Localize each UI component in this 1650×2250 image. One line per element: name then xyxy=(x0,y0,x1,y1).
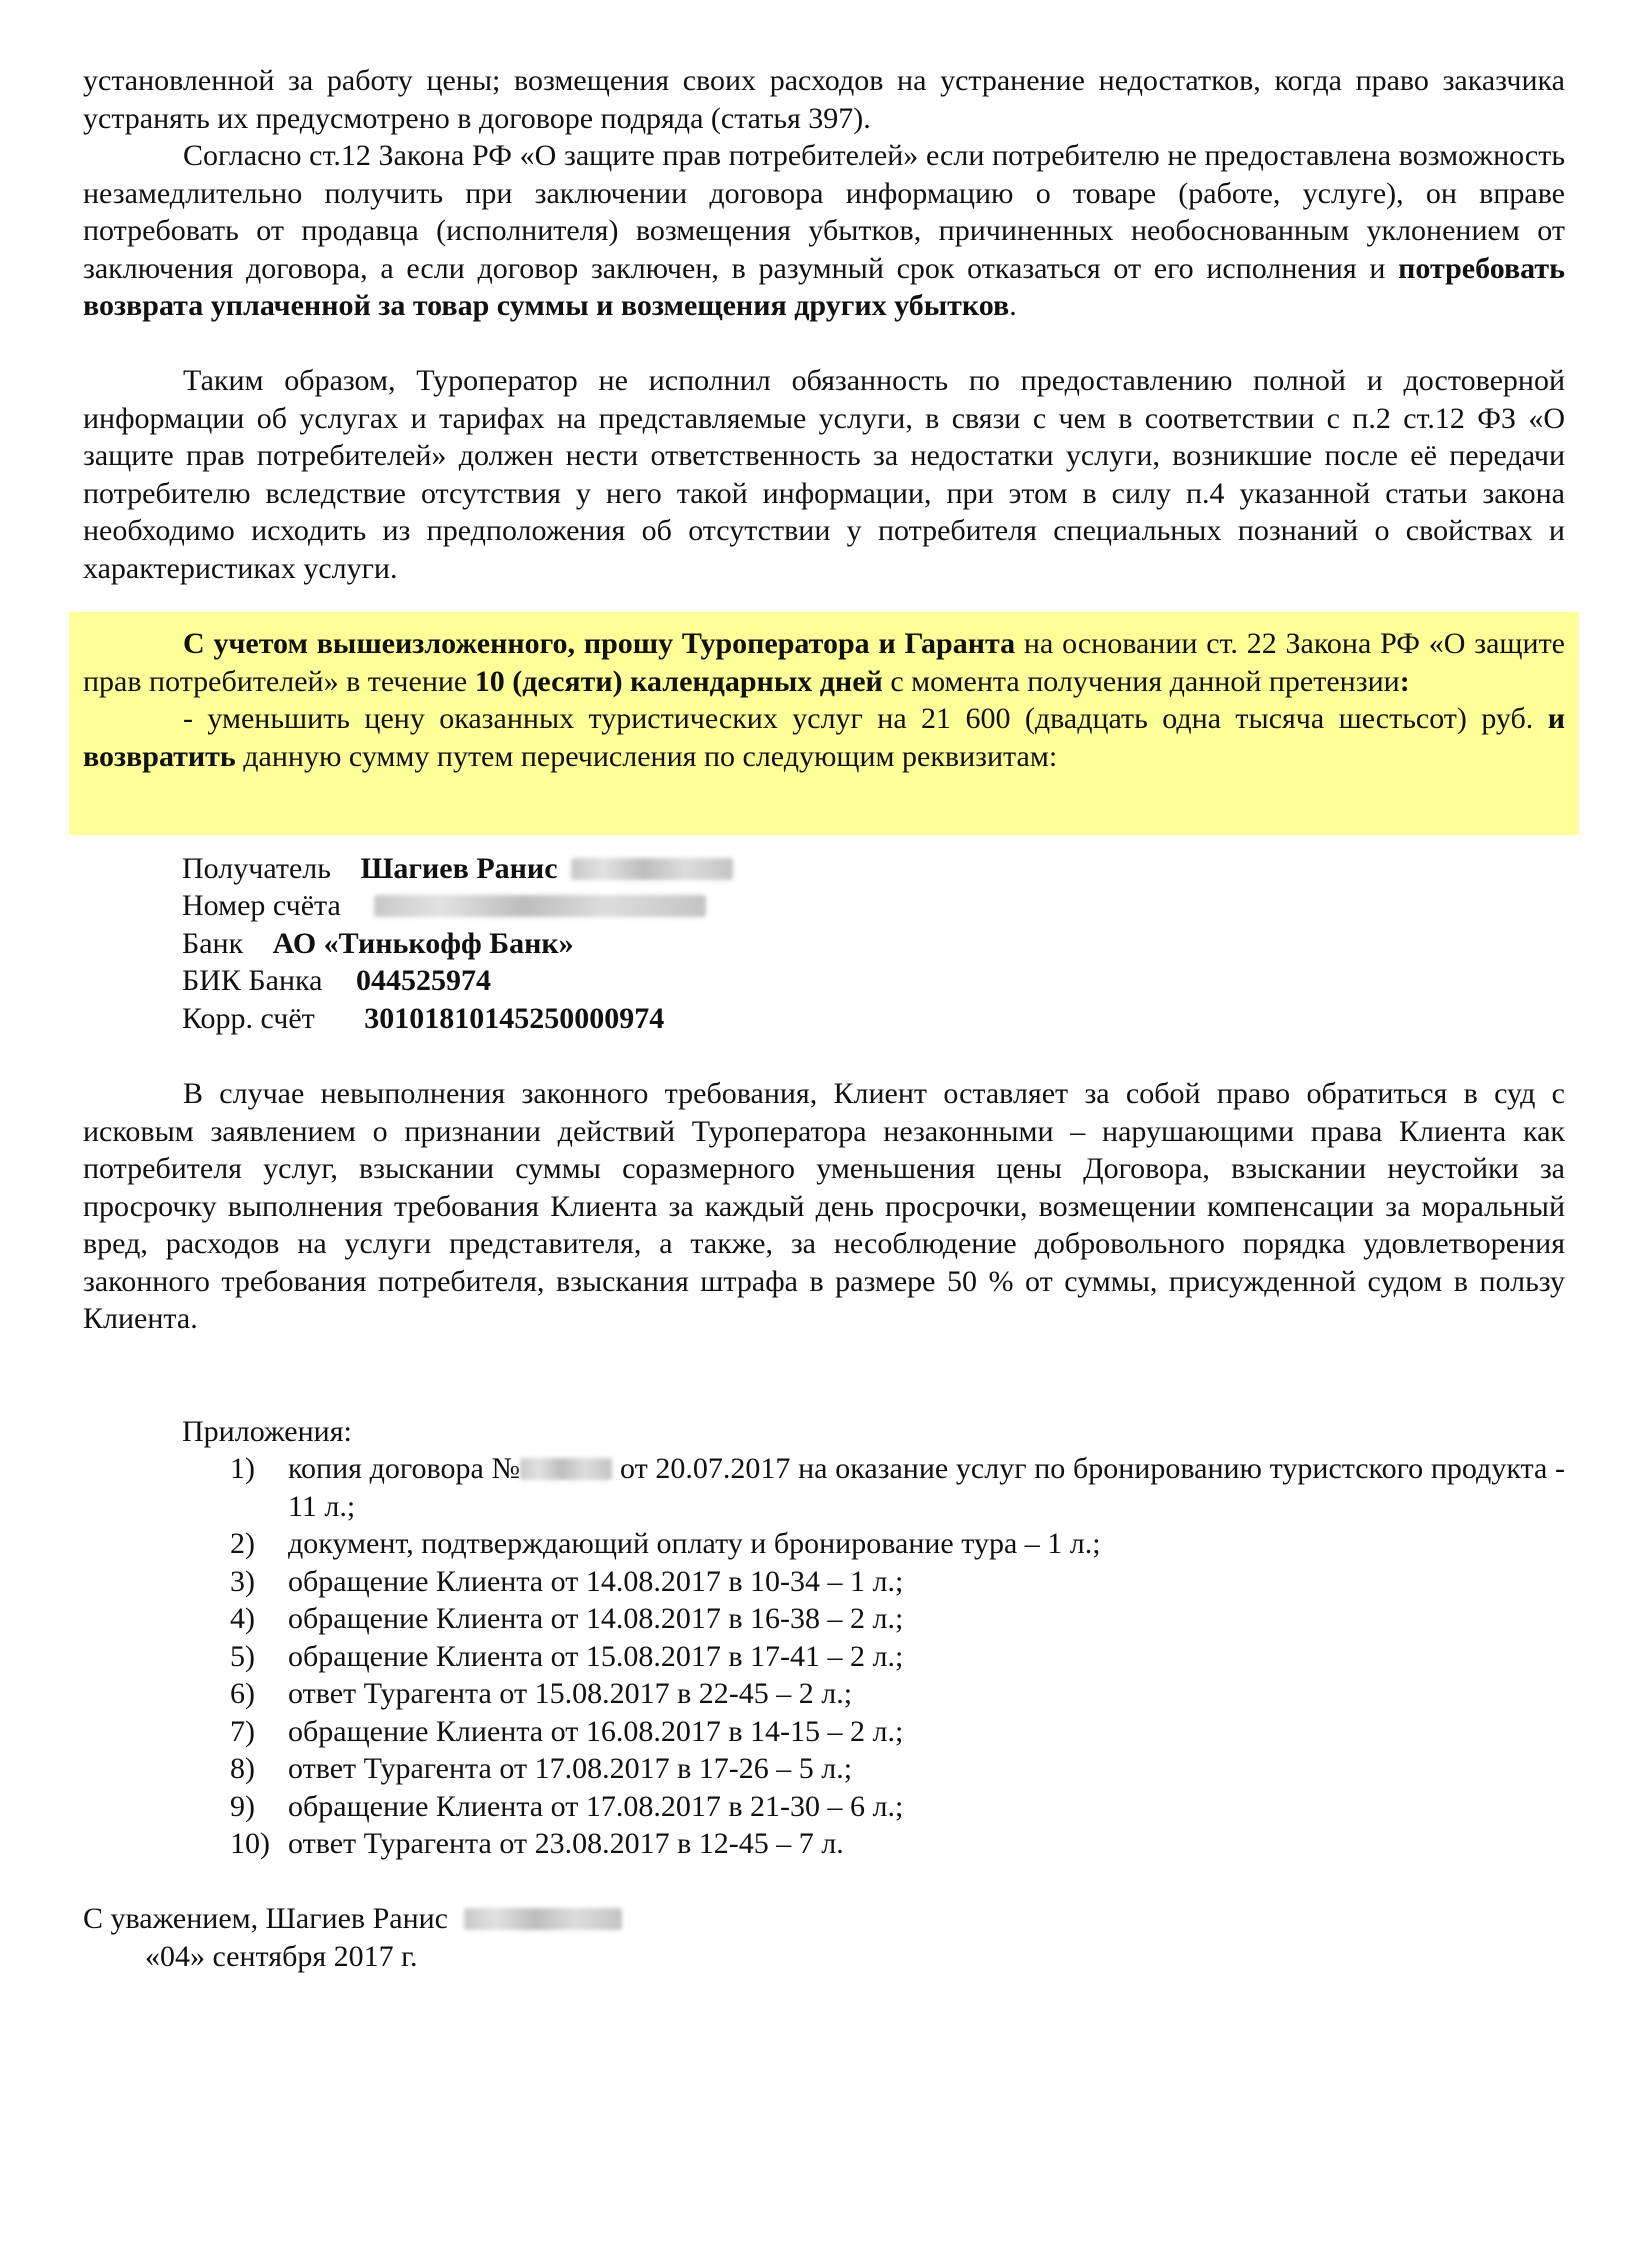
list-item xyxy=(230,1600,1565,1638)
conclusion-paragraph: Таким образом, Туроператор не исполнил обязанность по предоставлению полной и достоверной информации об услугах и тарифах на представляемые услуги, в связи с чем в соответствии с п.2 ст.12 ФЗ «О защите прав потребителей» должен нести ответственность за недостатки услуги, возникшие после её передачи потребителю вследствие отсутствия у него такой информации, при этом в силу п.4 указанной статьи закона необходимо исходить из предположения об отсутствии у потребителя специальных познаний о свойствах и характеристиках услуги. xyxy=(83,364,1565,585)
list-item-number: 7) xyxy=(230,1714,255,1748)
signature-regards: С уважением, Шагиев Ранис xyxy=(83,1900,622,1938)
signature-date: «04» сентября 2017 г. xyxy=(145,1940,418,1973)
demand-item: - уменьшить цену оказанных туристических услуг на 21 600 (двадцать одна тысяча шестьсот) руб. и возвратить данную сумму путем перечисления по следующим реквизитам: xyxy=(83,702,1565,773)
redacted-account-number xyxy=(374,895,706,917)
list-item-text: обращение Клиента от 16.08.2017 в 14-15 – 2 л.; xyxy=(288,1714,904,1748)
recipient-row: Получатель Шагиев Ранис xyxy=(182,850,733,888)
list-item: 1) копия договора № от 20.07.2017 на оказание услуг по бронированию туристского продукта - 11 л.; xyxy=(230,1452,1565,1523)
list-item xyxy=(230,1563,1565,1601)
list-item-text: документ, подтверждающий оплату и бронирование тура – 1 л.; xyxy=(288,1527,1101,1560)
list-item-number: 10) xyxy=(230,1827,270,1860)
list-item xyxy=(230,1713,1565,1751)
intro-paragraph: установленной за работу цены; возмещения своих расходов на устранение недостатков, когда право заказчика устранять их предусмотрено в договоре подряда (статья 397). xyxy=(83,64,1565,135)
list-item-text: обращение Клиента от 14.08.2017 в 10-34 – 1 л.; xyxy=(288,1564,904,1598)
list-item-number: 9) xyxy=(230,1789,255,1823)
list-item xyxy=(230,1788,1565,1826)
list-item-text: ответ Турагента от 15.08.2017 в 22-45 – 2 л.; xyxy=(288,1677,853,1710)
list-item-text: обращение Клиента от 15.08.2017 в 17-41 – 2 л.; xyxy=(288,1639,904,1673)
list-item-text: ответ Турагента от 23.08.2017 в 12-45 – 7 л. xyxy=(288,1827,844,1860)
list-item xyxy=(230,1525,1565,1563)
list-item-number: 4) xyxy=(230,1602,255,1635)
demand-paragraph: С учетом вышеизложенного, прошу Туроператора и Гаранта на основании ст. 22 Закона РФ «О защите прав потребителей» в течение 10 (десяти) календарных дней с момента получения данной претензии: - уменьшить цену оказанных туристических услуг на 21 600 (двадцать одна тысяча шестьсот) руб. и возвратить данную сумму путем перечисления по следующим реквизитам: xyxy=(83,625,1565,775)
account-row: Номер счёта xyxy=(182,887,706,925)
list-item-number: 5) xyxy=(230,1639,255,1673)
bik-row: БИК Банка 044525974 xyxy=(182,964,491,997)
list-item-text: обращение Клиента от 14.08.2017 в 16-38 – 2 л.; xyxy=(288,1602,904,1635)
list-item-number: 8) xyxy=(230,1752,255,1785)
list-item xyxy=(230,1750,1565,1788)
corr-account-row: Корр. счёт 30101810145250000974 xyxy=(182,1002,665,1035)
failure-paragraph: В случае невыполнения законного требования, Клиент оставляет за собой право обратиться в суд с исковым заявлением о признании действий Туроператора незаконными – нарушающими права Клиента как потребителя услуг, взыскании суммы соразмерного уменьшения цены Договора, взыскании неустойки за просрочку выполнения требования Клиента за каждый день просрочки, возмещении компенсации за моральный вред, расходов на услуги представителя, а также, за несоблюдение добровольного порядка удовлетворения законного требования потребителя, взыскания штрафа в размере 50 % от суммы, присужденной судом в пользу Клиента. xyxy=(83,1077,1565,1335)
article-12-paragraph: Согласно ст.12 Закона РФ «О защите прав потребителей» если потребителю не предоставлена возможность незамедлительно получить при заключении договора информацию о товаре (работе, услуге), он вправе потребовать от продавца (исполнителя) возмещения убытков, причиненных необоснованным уклонением от заключения договора, а если договор заключен, в разумный срок отказаться от его исполнения и потребовать возврата уплаченной за товар суммы и возмещения других убытков. xyxy=(83,139,1565,322)
redacted-contract-number xyxy=(520,1458,612,1480)
list-item-number: 2) xyxy=(230,1527,255,1560)
list-item xyxy=(230,1638,1565,1676)
redacted-surname xyxy=(571,858,733,880)
list-item-text: ответ Турагента от 17.08.2017 в 17-26 – 5 л.; xyxy=(288,1752,853,1785)
attachments-list xyxy=(230,1450,1565,1863)
list-item-number: 6) xyxy=(230,1677,255,1710)
redacted-signature-surname xyxy=(464,1908,622,1930)
list-item xyxy=(230,1825,1565,1863)
bank-row: Банк АО «Тинькофф Банк» xyxy=(182,927,574,960)
list-item xyxy=(230,1675,1565,1713)
list-item-text: обращение Клиента от 17.08.2017 в 21-30 – 6 л.; xyxy=(288,1789,904,1823)
attachments-title: Приложения: xyxy=(182,1415,352,1448)
list-item-number: 3) xyxy=(230,1564,255,1598)
